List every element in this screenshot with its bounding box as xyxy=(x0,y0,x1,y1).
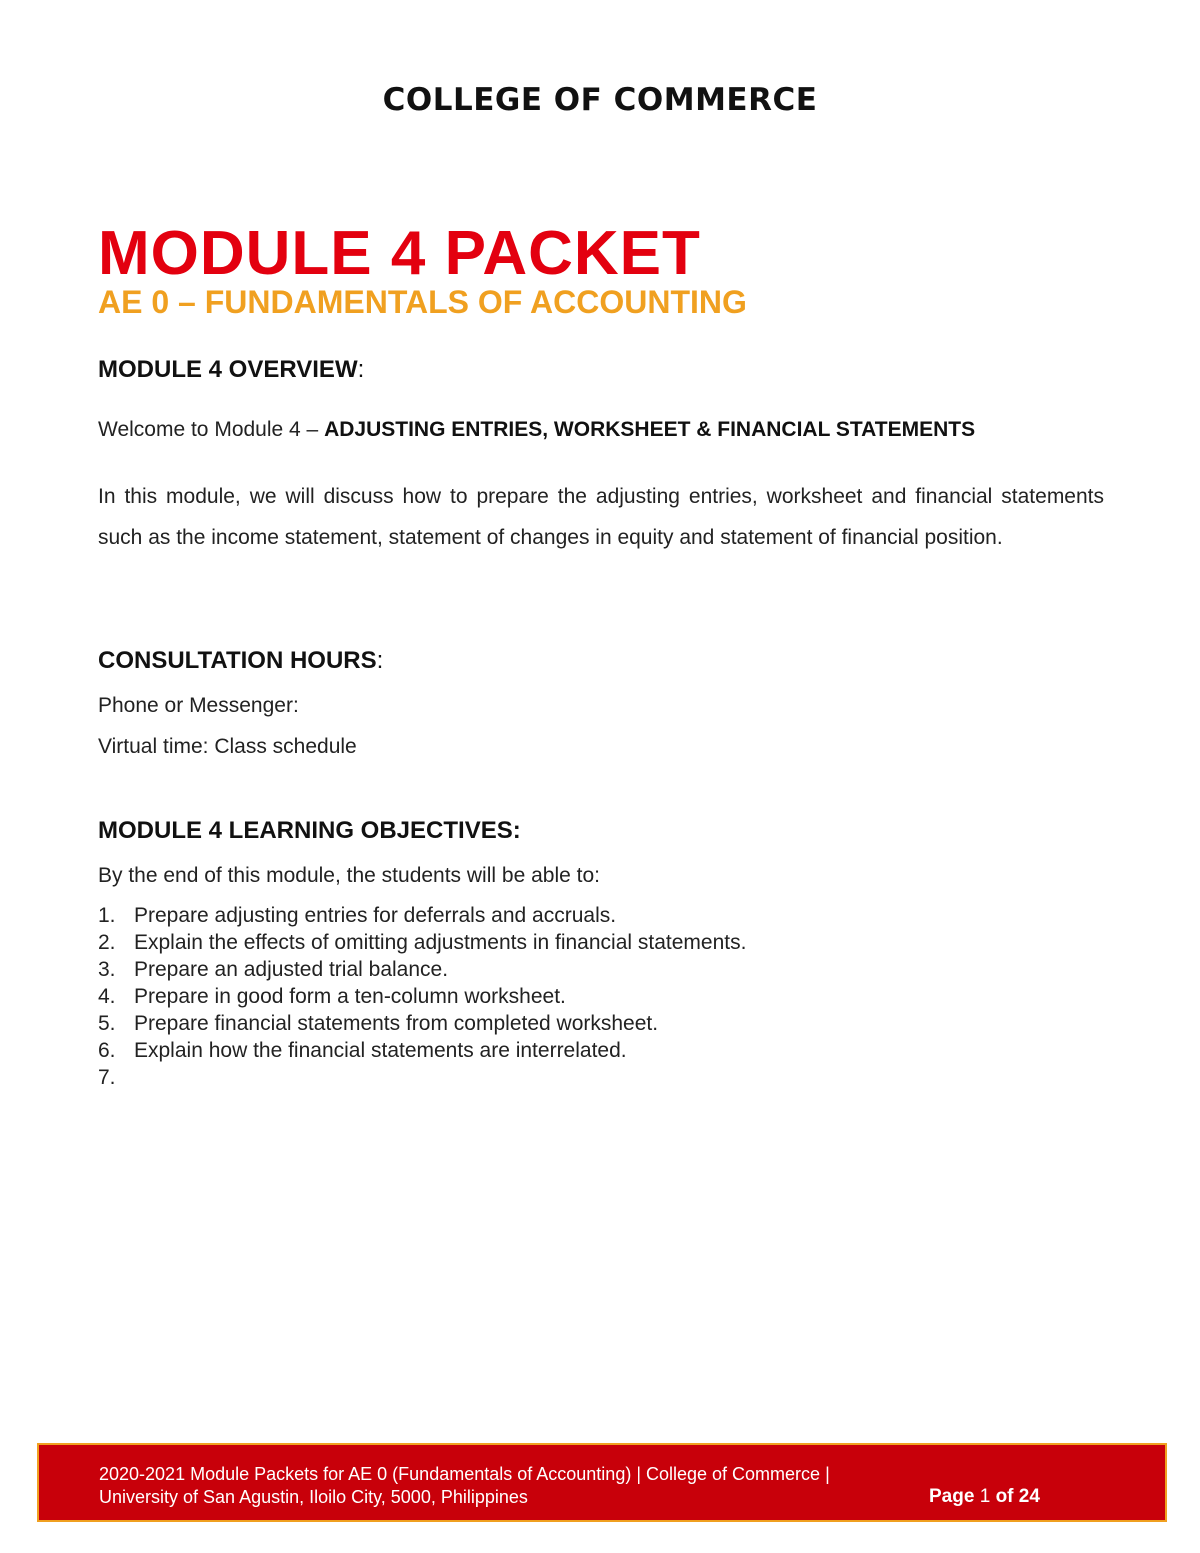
objective-number: 4. xyxy=(98,985,116,1008)
course-title: AE 0 – FUNDAMENTALS OF ACCOUNTING xyxy=(98,284,747,320)
consultation-phone: Phone or Messenger: xyxy=(98,694,299,717)
objective-text: Prepare adjusting entries for deferrals and accruals. xyxy=(134,904,617,927)
overview-heading xyxy=(98,356,364,384)
overview-heading-colon: : xyxy=(357,356,365,383)
objective-item xyxy=(98,1037,746,1064)
consultation-heading-colon: : xyxy=(376,647,384,674)
objective-text: Explain how the financial statements are interrelated. xyxy=(134,1039,627,1062)
consultation-heading xyxy=(98,647,383,675)
page-current: 1 xyxy=(979,1486,991,1507)
overview-heading-text: MODULE 4 OVERVIEW xyxy=(98,356,358,383)
page-number xyxy=(929,1486,1040,1508)
intro-paragraph: In this module, we will discuss how to prepare the adjusting entries, worksheet and financial statements such as the income statement, statement of changes in equity and statement of financial position. xyxy=(98,485,1104,549)
objective-number: 5. xyxy=(98,1012,116,1035)
objective-number: 2. xyxy=(98,931,116,954)
footer-line-2: University of San Agustin, Iloilo City, 5000, Philippines xyxy=(99,1487,528,1507)
objective-item xyxy=(98,1010,746,1037)
page-of: of xyxy=(995,1486,1014,1507)
objectives-list xyxy=(98,902,746,1091)
objective-number: 1. xyxy=(98,904,116,927)
welcome-prefix: Welcome to Module 4 – xyxy=(98,418,325,441)
footer-text xyxy=(99,1463,830,1509)
objective-number: 3. xyxy=(98,958,116,981)
consultation-heading-text: CONSULTATION HOURS xyxy=(98,647,377,674)
objective-text: Prepare in good form a ten-column worksheet. xyxy=(134,985,566,1008)
footer-line-1: 2020-2021 Module Packets for AE 0 (Fundamentals of Accounting) | College of Commerce | xyxy=(99,1464,830,1484)
welcome-topic: ADJUSTING ENTRIES, WORKSHEET & FINANCIAL STATEMENTS xyxy=(324,418,976,441)
objectives-heading: MODULE 4 LEARNING OBJECTIVES: xyxy=(98,817,521,844)
objective-text: Prepare an adjusted trial balance. xyxy=(134,958,449,981)
page-word: Page xyxy=(929,1486,975,1507)
objective-number: 6. xyxy=(98,1039,116,1062)
objective-item xyxy=(98,983,746,1010)
objective-item xyxy=(98,902,746,929)
objective-item xyxy=(98,956,746,983)
consultation-virtual: Virtual time: Class schedule xyxy=(98,735,357,758)
welcome-line xyxy=(98,418,975,442)
objective-text: Explain the effects of omitting adjustments in financial statements. xyxy=(134,931,747,954)
page-total: 24 xyxy=(1018,1486,1040,1507)
objective-item xyxy=(98,1064,746,1091)
objectives-lead: By the end of this module, the students will be able to: xyxy=(98,864,600,887)
college-header: COLLEGE OF COMMERCE xyxy=(382,82,818,118)
page-footer xyxy=(37,1443,1167,1522)
objective-number: 7. xyxy=(98,1066,116,1089)
objective-text: Prepare financial statements from completed worksheet. xyxy=(134,1012,659,1035)
module-title: MODULE 4 PACKET xyxy=(98,219,701,288)
objective-item xyxy=(98,929,746,956)
